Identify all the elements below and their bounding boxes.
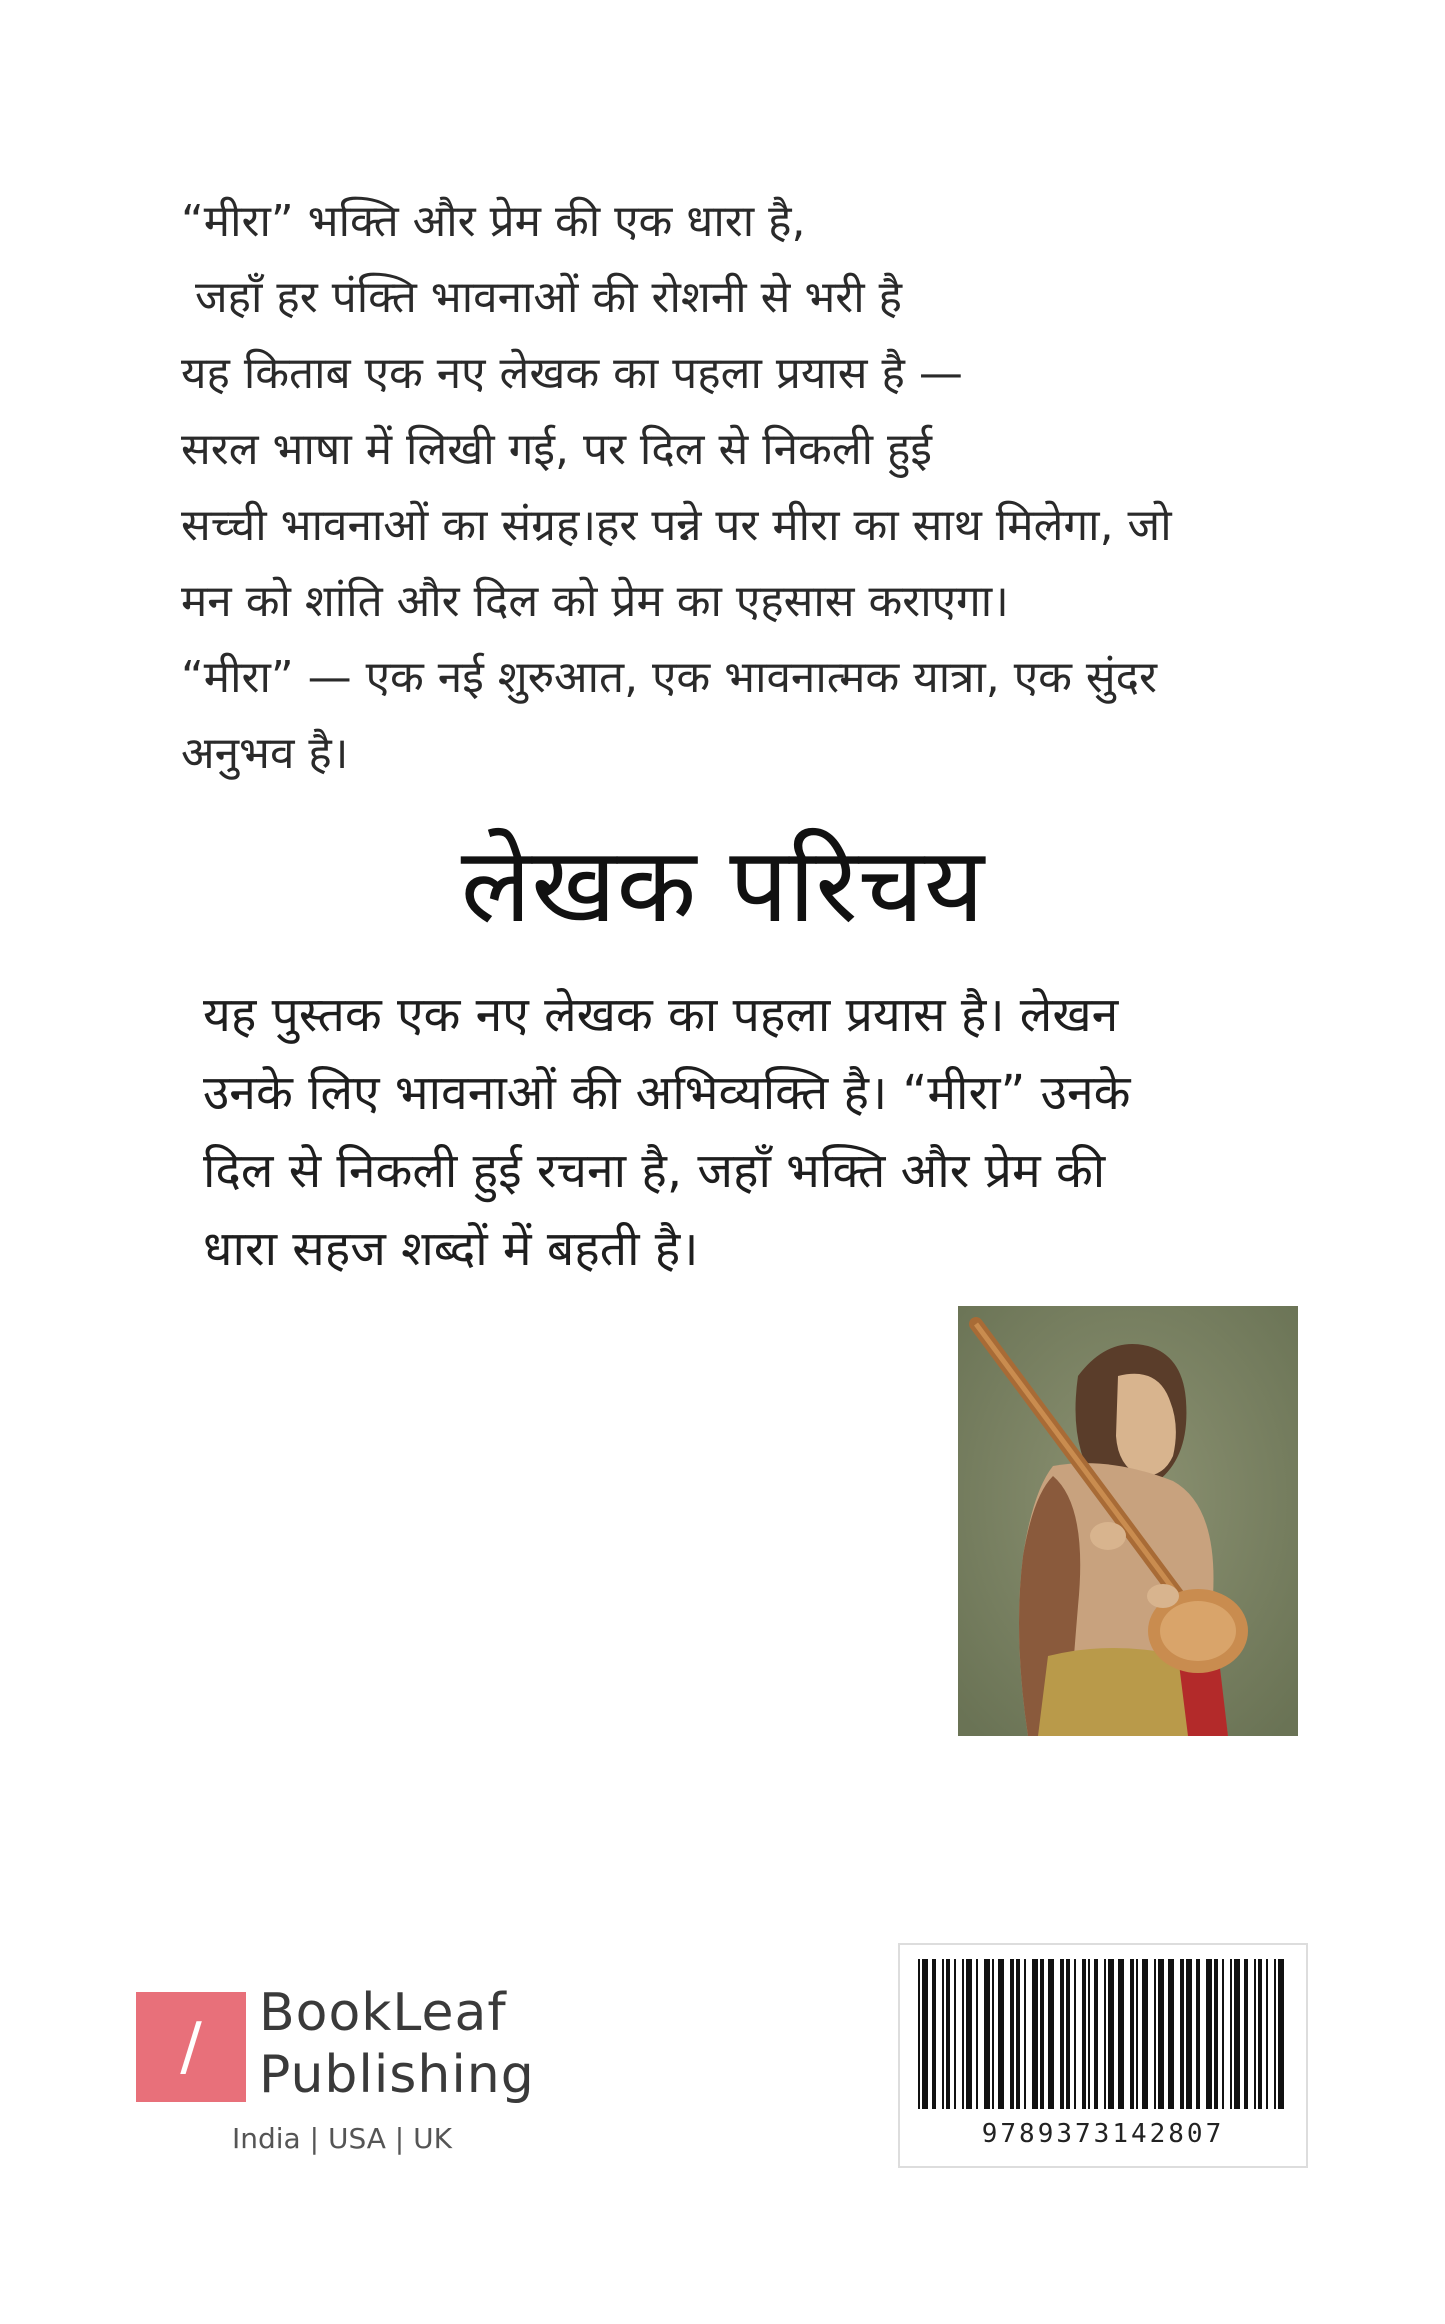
blurb-line: मन को शांति और दिल को प्रेम का एहसास कराएगा। — [181, 576, 1009, 627]
blurb-line: “मीरा” — एक नई शुरुआत, एक भावनात्मक यात्रा, एक सुंदर — [181, 652, 1157, 703]
barcode-bars — [916, 1959, 1292, 2109]
blurb-line: अनुभव है। — [181, 728, 349, 779]
publisher-regions: India | USA | UK — [232, 2122, 452, 2155]
author-intro-heading: लेखक परिचय — [460, 824, 985, 946]
blurb-line: यह किताब एक नए लेखक का पहला प्रयास है — — [181, 348, 963, 399]
meera-portrait-image — [958, 1306, 1298, 1736]
isbn-number: 9789373142807 — [981, 2119, 1225, 2149]
isbn-barcode — [898, 1943, 1308, 2168]
blurb-line: सच्ची भावनाओं का संग्रह।हर पन्ने पर मीरा का साथ मिलेगा, जो — [181, 500, 1172, 551]
publisher-name-line2: Publishing — [259, 2045, 535, 2105]
blurb-line: “मीरा” भक्ति और प्रेम की एक धारा है, — [181, 196, 806, 247]
back-cover-blurb — [181, 184, 1301, 792]
blurb-line: जहाँ हर पंक्ति भावनाओं की रोशनी से भरी है — [195, 272, 903, 323]
bio-line: धारा सहज शब्दों में बहती है। — [203, 1221, 699, 1277]
bio-line: उनके लिए भावनाओं की अभिव्यक्ति है। “मीरा” उनके — [203, 1065, 1131, 1121]
blurb-line: सरल भाषा में लिखी गई, पर दिल से निकली हुई — [181, 424, 933, 475]
publisher-name — [259, 1982, 619, 2106]
publisher-name-line1: BookLeaf — [259, 1983, 507, 2043]
author-bio — [203, 976, 1283, 1288]
bio-line: दिल से निकली हुई रचना है, जहाँ भक्ति और प्रेम की — [203, 1143, 1106, 1199]
publisher-mark-icon: / — [136, 1992, 246, 2102]
bio-line: यह पुस्तक एक नए लेखक का पहला प्रयास है। लेखन — [203, 987, 1119, 1043]
